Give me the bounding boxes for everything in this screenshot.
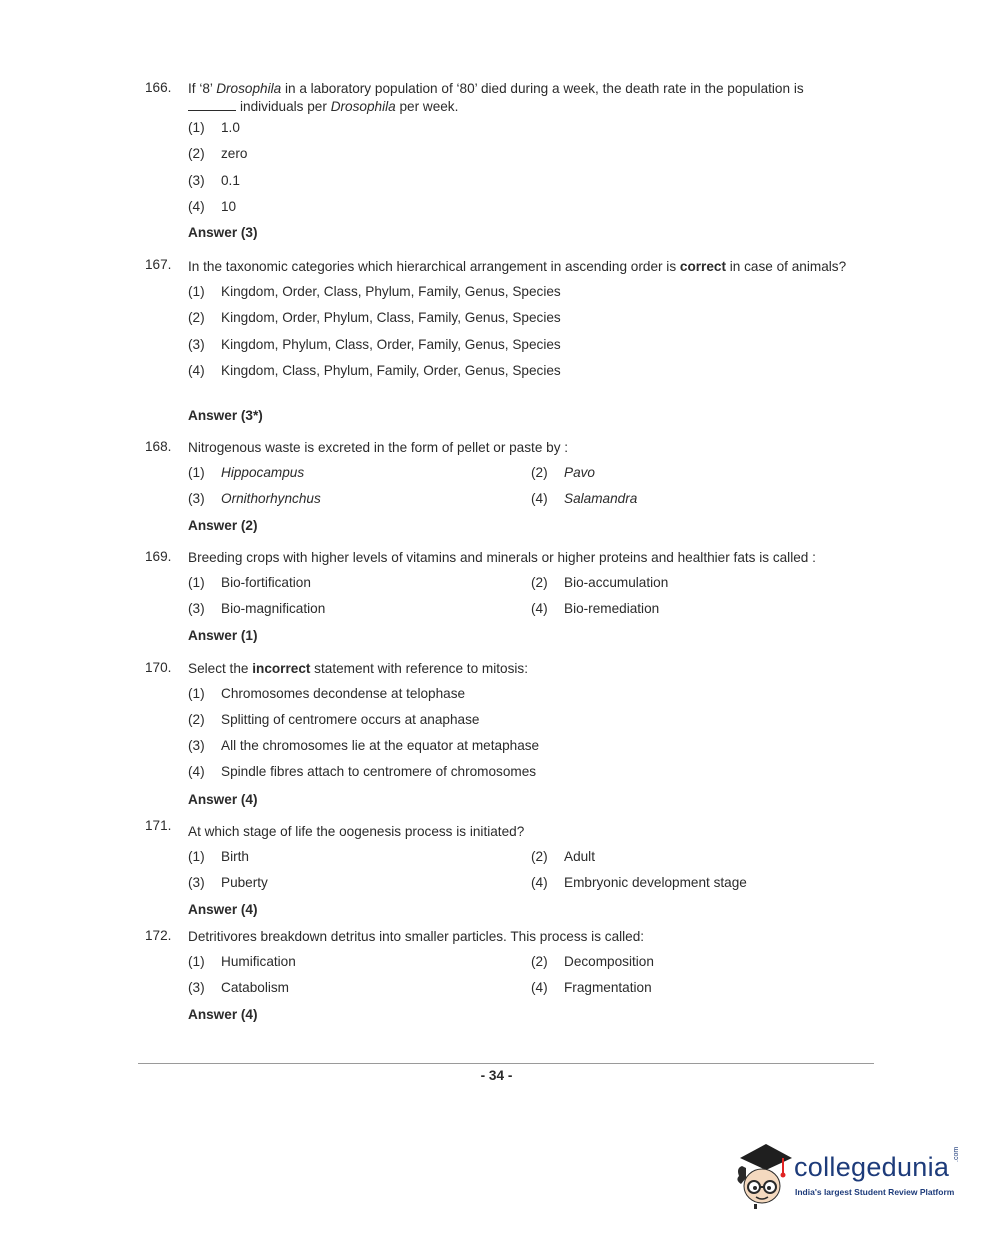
question-168 [145,439,869,533]
option-3: (3) 0.1 [188,173,240,188]
question-text: In the taxonomic categories which hierarchical arrangement in ascending order is correct in case of animals? [188,259,847,274]
answer: Answer (1) [188,628,258,643]
question-number: 166. [145,80,172,95]
question-171 [145,818,869,917]
option-2: (2) Splitting of centromere occurs at anaphase [188,712,480,727]
answer: Answer (3*) [188,408,263,423]
answer: Answer (3) [188,225,258,240]
collegedunia-logo [732,1138,962,1210]
option-2: (2) Bio-accumulation [531,575,669,590]
option-1: (1) Birth [188,849,249,864]
option-3: (3) Puberty [188,875,268,890]
question-166 [145,80,869,240]
question-text: Nitrogenous waste is excreted in the form of pellet or paste by : [188,440,569,455]
logo-tagline: India's largest Student Review Platform [795,1187,955,1197]
option-2: (2) zero [188,146,248,161]
answer: Answer (4) [188,1007,258,1022]
option-1: (1) 1.0 [188,120,240,135]
option-4: (4) Bio-remediation [531,601,660,616]
question-text: If ‘8’ Drosophila in a laboratory population of ‘80’ died during a week, the death rate in the population is individuals per Drosophila per week. [188,81,804,114]
option-3: (3) Bio-magnification [188,601,326,616]
answer: Answer (2) [188,518,258,533]
question-text: Select the incorrect statement with reference to mitosis: [188,661,528,676]
mascot-icon [732,1138,794,1210]
option-3: (3) All the chromosomes lie at the equator at metaphase [188,738,540,753]
option-4: (4) Spindle fibres attach to centromere of chromosomes [188,764,537,779]
answer-blank [188,98,236,111]
question-number: 169. [145,549,172,564]
logo-domain: .com [953,1146,960,1162]
option-3: (3) Ornithorhynchus [188,491,321,506]
option-2: (2) Kingdom, Order, Phylum, Class, Family, Genus, Species [188,310,561,325]
footer-divider [138,1063,874,1064]
option-1: (1) Bio-fortification [188,575,311,590]
option-4: (4) Salamandra [531,491,638,506]
option-4: (4) Embryonic development stage [531,875,747,890]
option-1: (1) Hippocampus [188,465,305,480]
question-text: Detritivores breakdown detritus into smaller particles. This process is called: [188,929,645,944]
question-number: 168. [145,439,172,454]
option-1: (1) Chromosomes decondense at telophase [188,686,466,701]
option-2: (2) Pavo [531,465,595,480]
question-number: 167. [145,257,172,272]
question-text: Breeding crops with higher levels of vitamins and minerals or higher proteins and healthier fats is called : [188,550,816,565]
question-text: At which stage of life the oogenesis process is initiated? [188,824,525,839]
question-169 [145,549,869,643]
option-4: (4) Fragmentation [531,980,652,995]
page-number: - 34 - [480,1068,513,1083]
answer: Answer (4) [188,902,258,917]
option-2: (2) Adult [531,849,595,864]
question-number: 171. [145,818,172,833]
option-1: (1) Kingdom, Order, Class, Phylum, Family, Genus, Species [188,284,561,299]
question-172 [145,928,869,1022]
option-4: (4) Kingdom, Class, Phylum, Family, Order, Genus, Species [188,363,561,378]
option-2: (2) Decomposition [531,954,654,969]
option-3: (3) Kingdom, Phylum, Class, Order, Family, Genus, Species [188,337,561,352]
question-170 [145,660,869,807]
question-number: 170. [145,660,172,675]
answer: Answer (4) [188,792,258,807]
question-number: 172. [145,928,172,943]
question-167 [145,257,869,423]
option-4: (4) 10 [188,199,237,214]
option-3: (3) Catabolism [188,980,289,995]
option-1: (1) Humification [188,954,296,969]
logo-wordmark: collegedunia [794,1152,950,1182]
